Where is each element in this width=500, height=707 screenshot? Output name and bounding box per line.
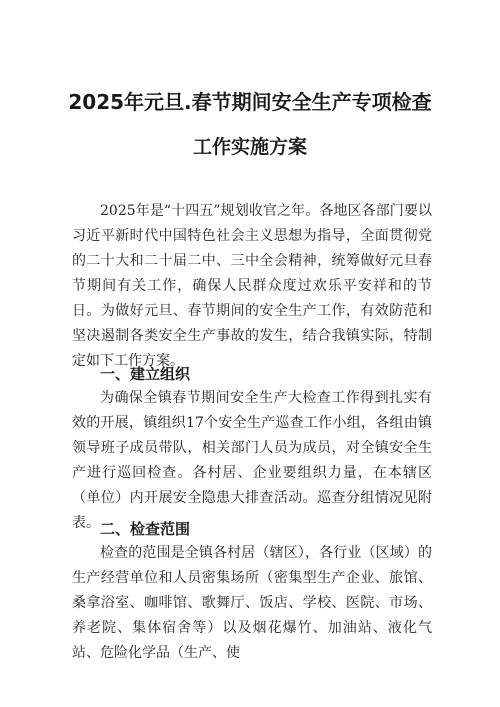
document-title-line-2: 工作实施方案 <box>192 136 307 158</box>
section-paragraph-scope: 检查的范围是全镇各村居（辖区），各行业（区域）的生产经营单位和人员密集场所（密集型生产企业、旅馆、桑拿浴室、咖啡馆、歌舞厅、饭店、学校、医院、市场、养老院、集体宿舍等）以及烟花爆竹、加油站、液化气站、危险化学品（生产、使 <box>72 545 432 661</box>
document-title-line-1: 2025年元旦.春节期间安全生产专项检查 <box>68 90 432 114</box>
section-paragraph-organization: 为确保全镇春节期间安全生产大检查工作得到扎实有效的开展，镇组织17个安全生产巡查工作小组，各组由镇领导班子成员带队，相关部门人员为成员，对全镇安全生产进行巡回检查。各村居、企业要组织力量，在本辖区（单位）内开展安全隐患大排查活动。巡查分组情况见附表。 <box>72 390 432 531</box>
section-heading-organization: 一、建立组织 <box>100 365 191 383</box>
section-heading-scope: 二、检查范围 <box>100 520 191 538</box>
intro-paragraph: 2025年是“十四五”规划收官之年。各地区各部门要以习近平新时代中国特色社会主义思想为指导，全面贯彻党的二十大和二十届二中、三中全会精神，统筹做好元旦春节期间有关工作，确保人民群众度过欢乐平安祥和的节日。为做好元旦、春节期间的安全生产工作，有效防范和坚决遏制各类安全生产事故的发生，结合我镇实际，特制定如下工作方案。 <box>72 203 432 369</box>
